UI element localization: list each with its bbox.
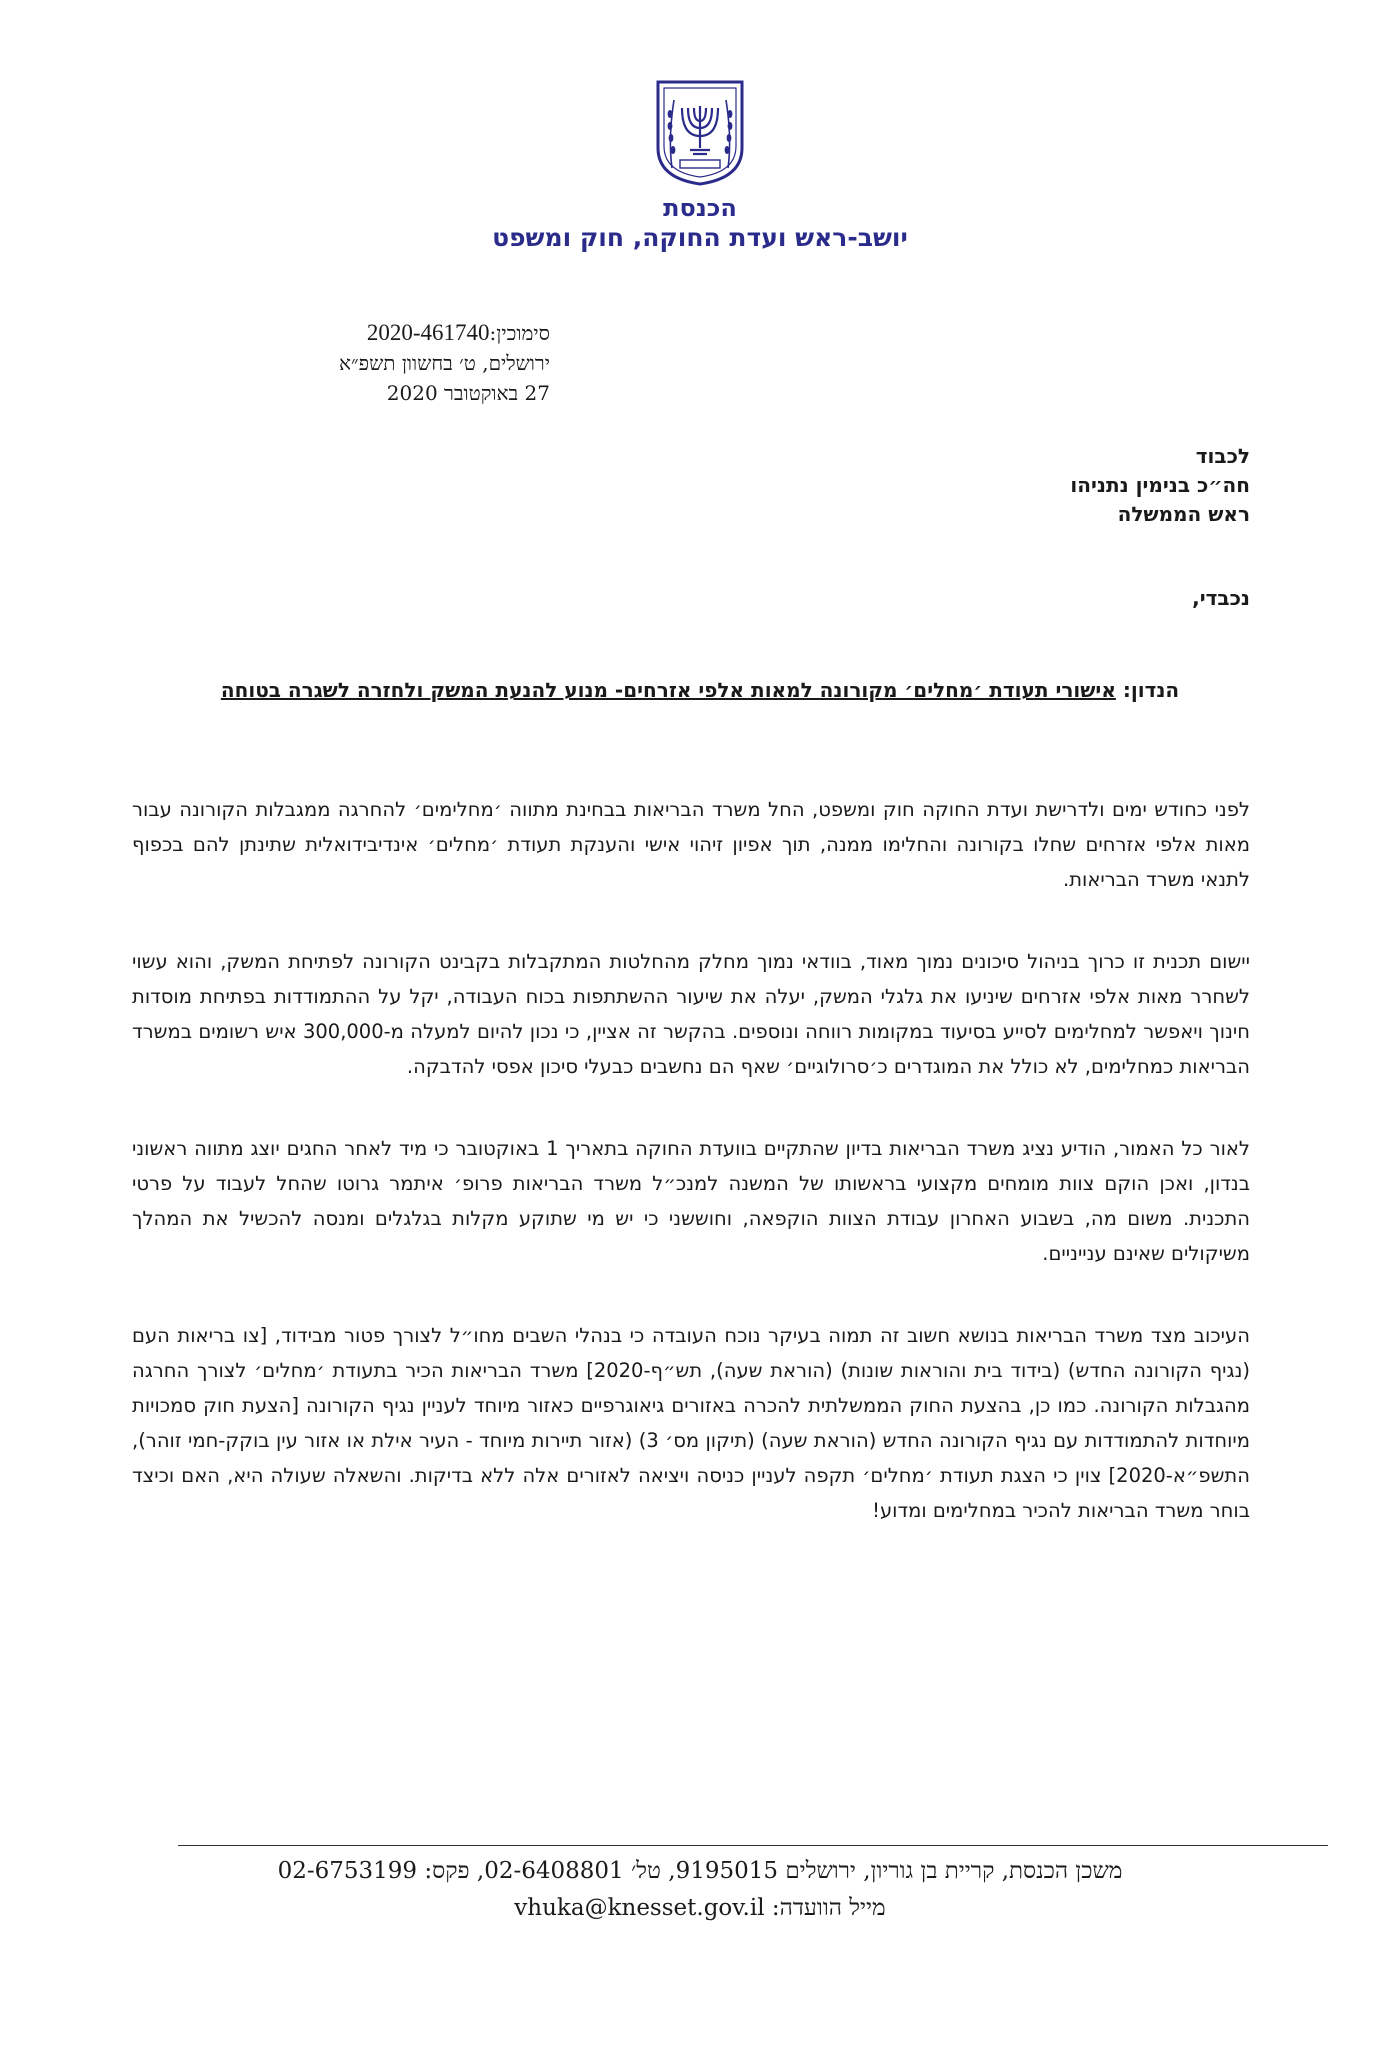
footer bbox=[150, 1853, 1250, 1927]
body-paragraph-3: לאור כל האמור, הודיע נציג משרד הבריאות בדיון שהתקיים בוועדת החוקה בתאריך 1 באוקטובר כי מיד לאחר החגים יוצג מתווה ראשוני בנדון, ואכן הוקם צוות מומחים מקצועי בראשותו של המשנה למנכ״ל משרד הבריאות פרופ׳ איתמר גרוטו שהחל לעבוד על פרטי התכנית. משום מה, בשבוע האחרון עבודת הצוות הוקפאה, וחוששני כי יש מי שתוקע מקלות בגלגלים ומנסה להכשיל את המהלך משיקולים שאינם ענייניים. bbox=[132, 1137, 1251, 1265]
reference-block bbox=[130, 318, 550, 408]
footer-email[interactable]: vhuka@knesset.gov.il bbox=[514, 1895, 765, 1921]
body-paragraph-1: לפני כחודש ימים ולדרישת ועדת החוקה חוק ומשפט, החל משרד הבריאות בבחינת מתווה ׳מחלימים׳ להחרגה ממגבלות הקורונה עבור מאות אלפי אזרחים שחלו בקורונה והחלימו ממנה, תוך אפיון זיהוי אישי והענקת תעודת ׳מחלים׳ אינדיבידואלית שתינתן להם בכפוף לתנאי משרד הבריאות. bbox=[132, 798, 1250, 891]
recipient-line-3: ראש הממשלה bbox=[1117, 502, 1250, 526]
footer-email-line bbox=[150, 1890, 1250, 1927]
footer-divider bbox=[178, 1845, 1328, 1846]
organization-name: הכנסת bbox=[663, 194, 737, 222]
letter-body bbox=[132, 792, 1250, 1575]
gregorian-date: 27 באוקטובר 2020 bbox=[386, 381, 550, 405]
recipient-line-2: חה״כ בנימין נתניהו bbox=[1070, 473, 1250, 497]
knesset-emblem-icon bbox=[650, 78, 750, 188]
reference-number: 2020-461740 bbox=[366, 320, 490, 345]
subject-text: אישורי תעודת ׳מחלים׳ מקורונה למאות אלפי אזרחים- מנוע להנעת המשק ולחזרה לשגרה בטוחה bbox=[220, 678, 1116, 702]
subject-label: הנדון: bbox=[1122, 678, 1180, 702]
subject-line bbox=[150, 670, 1250, 710]
reference-line bbox=[130, 318, 550, 348]
salutation: נכבדי, bbox=[1192, 586, 1250, 610]
footer-email-label: מייל הוועדה: bbox=[771, 1895, 886, 1921]
recipient-line-1: לכבוד bbox=[1195, 444, 1250, 468]
footer-address: משכן הכנסת, קריית בן גוריון, ירושלים 9195015, טל׳ 02-6408801, פקס: 02-6753199 bbox=[277, 1858, 1123, 1884]
body-paragraph-2: יישום תכנית זו כרוך בניהול סיכונים נמוך מאוד, בוודאי נמוך מחלק מהחלטות המתקבלות בקבינט הקורונה לפתיחת המשק, והוא עשוי לשחרר מאות אלפי אזרחים שיניעו את גלגלי המשק, יעלה את שיעור ההשתתפות בכוח העבודה, יקל על ההתמודדות בפתיחת מוסדות חינוך ויאפשר למחלימים לסייע בסיעוד במקומות רווחה ונוספים. בהקשר זה אציין, כי נכון להיום למעלה מ-300,000 איש רשומים במשרד הבריאות כמחלימים, לא כולל את המוגדרים כ׳סרולוגיים׳ שאף הם נחשבים כבעלי סיכון אפסי להדבקה. bbox=[132, 950, 1250, 1078]
letterhead bbox=[0, 78, 1400, 254]
organization-subtitle: יושב-ראש ועדת החוקה, חוק ומשפט bbox=[492, 223, 908, 252]
reference-label: סימוכין: bbox=[489, 321, 550, 345]
hebrew-date: ירושלים, ט׳ בחשוון תשפ״א bbox=[339, 351, 550, 375]
recipient-block bbox=[750, 442, 1250, 529]
body-paragraph-4: העיכוב מצד משרד הבריאות בנושא חשוב זה תמוה בעיקר נוכח העובדה כי בנהלי השבים מחו״ל לצורך פטור מבידוד, [צו בריאות העם (נגיף הקורונה החדש) (בידוד בית והוראות שונות) (הוראת שעה), תש״ף-2020] משרד הבריאות הכיר בתעודת ׳מחלים׳ לצורך החרגה מהגבלות הקורונה. כמו כן, בהצעת החוק הממשלתית להכרה באזורים גיאוגרפיים כאזור מיוחד לעניין נגיף הקורונה [הצעת חוק סמכויות מיוחדות להתמודדות עם נגיף הקורונה החדש (הוראת שעה) (תיקון מס׳ 3) (אזור תיירות מיוחד - העיר אילת או אזור עין בוקק-חמי זוהר), התשפ״א-2020] צוין כי הצגת תעודת ׳מחלים׳ תקפה לעניין כניסה ויציאה לאזורים אלה ללא בדיקות. והשאלה שעולה היא, האם וכיצד בוחר משרד הבריאות להכיר במחלימים ומדוע! bbox=[132, 1324, 1250, 1522]
